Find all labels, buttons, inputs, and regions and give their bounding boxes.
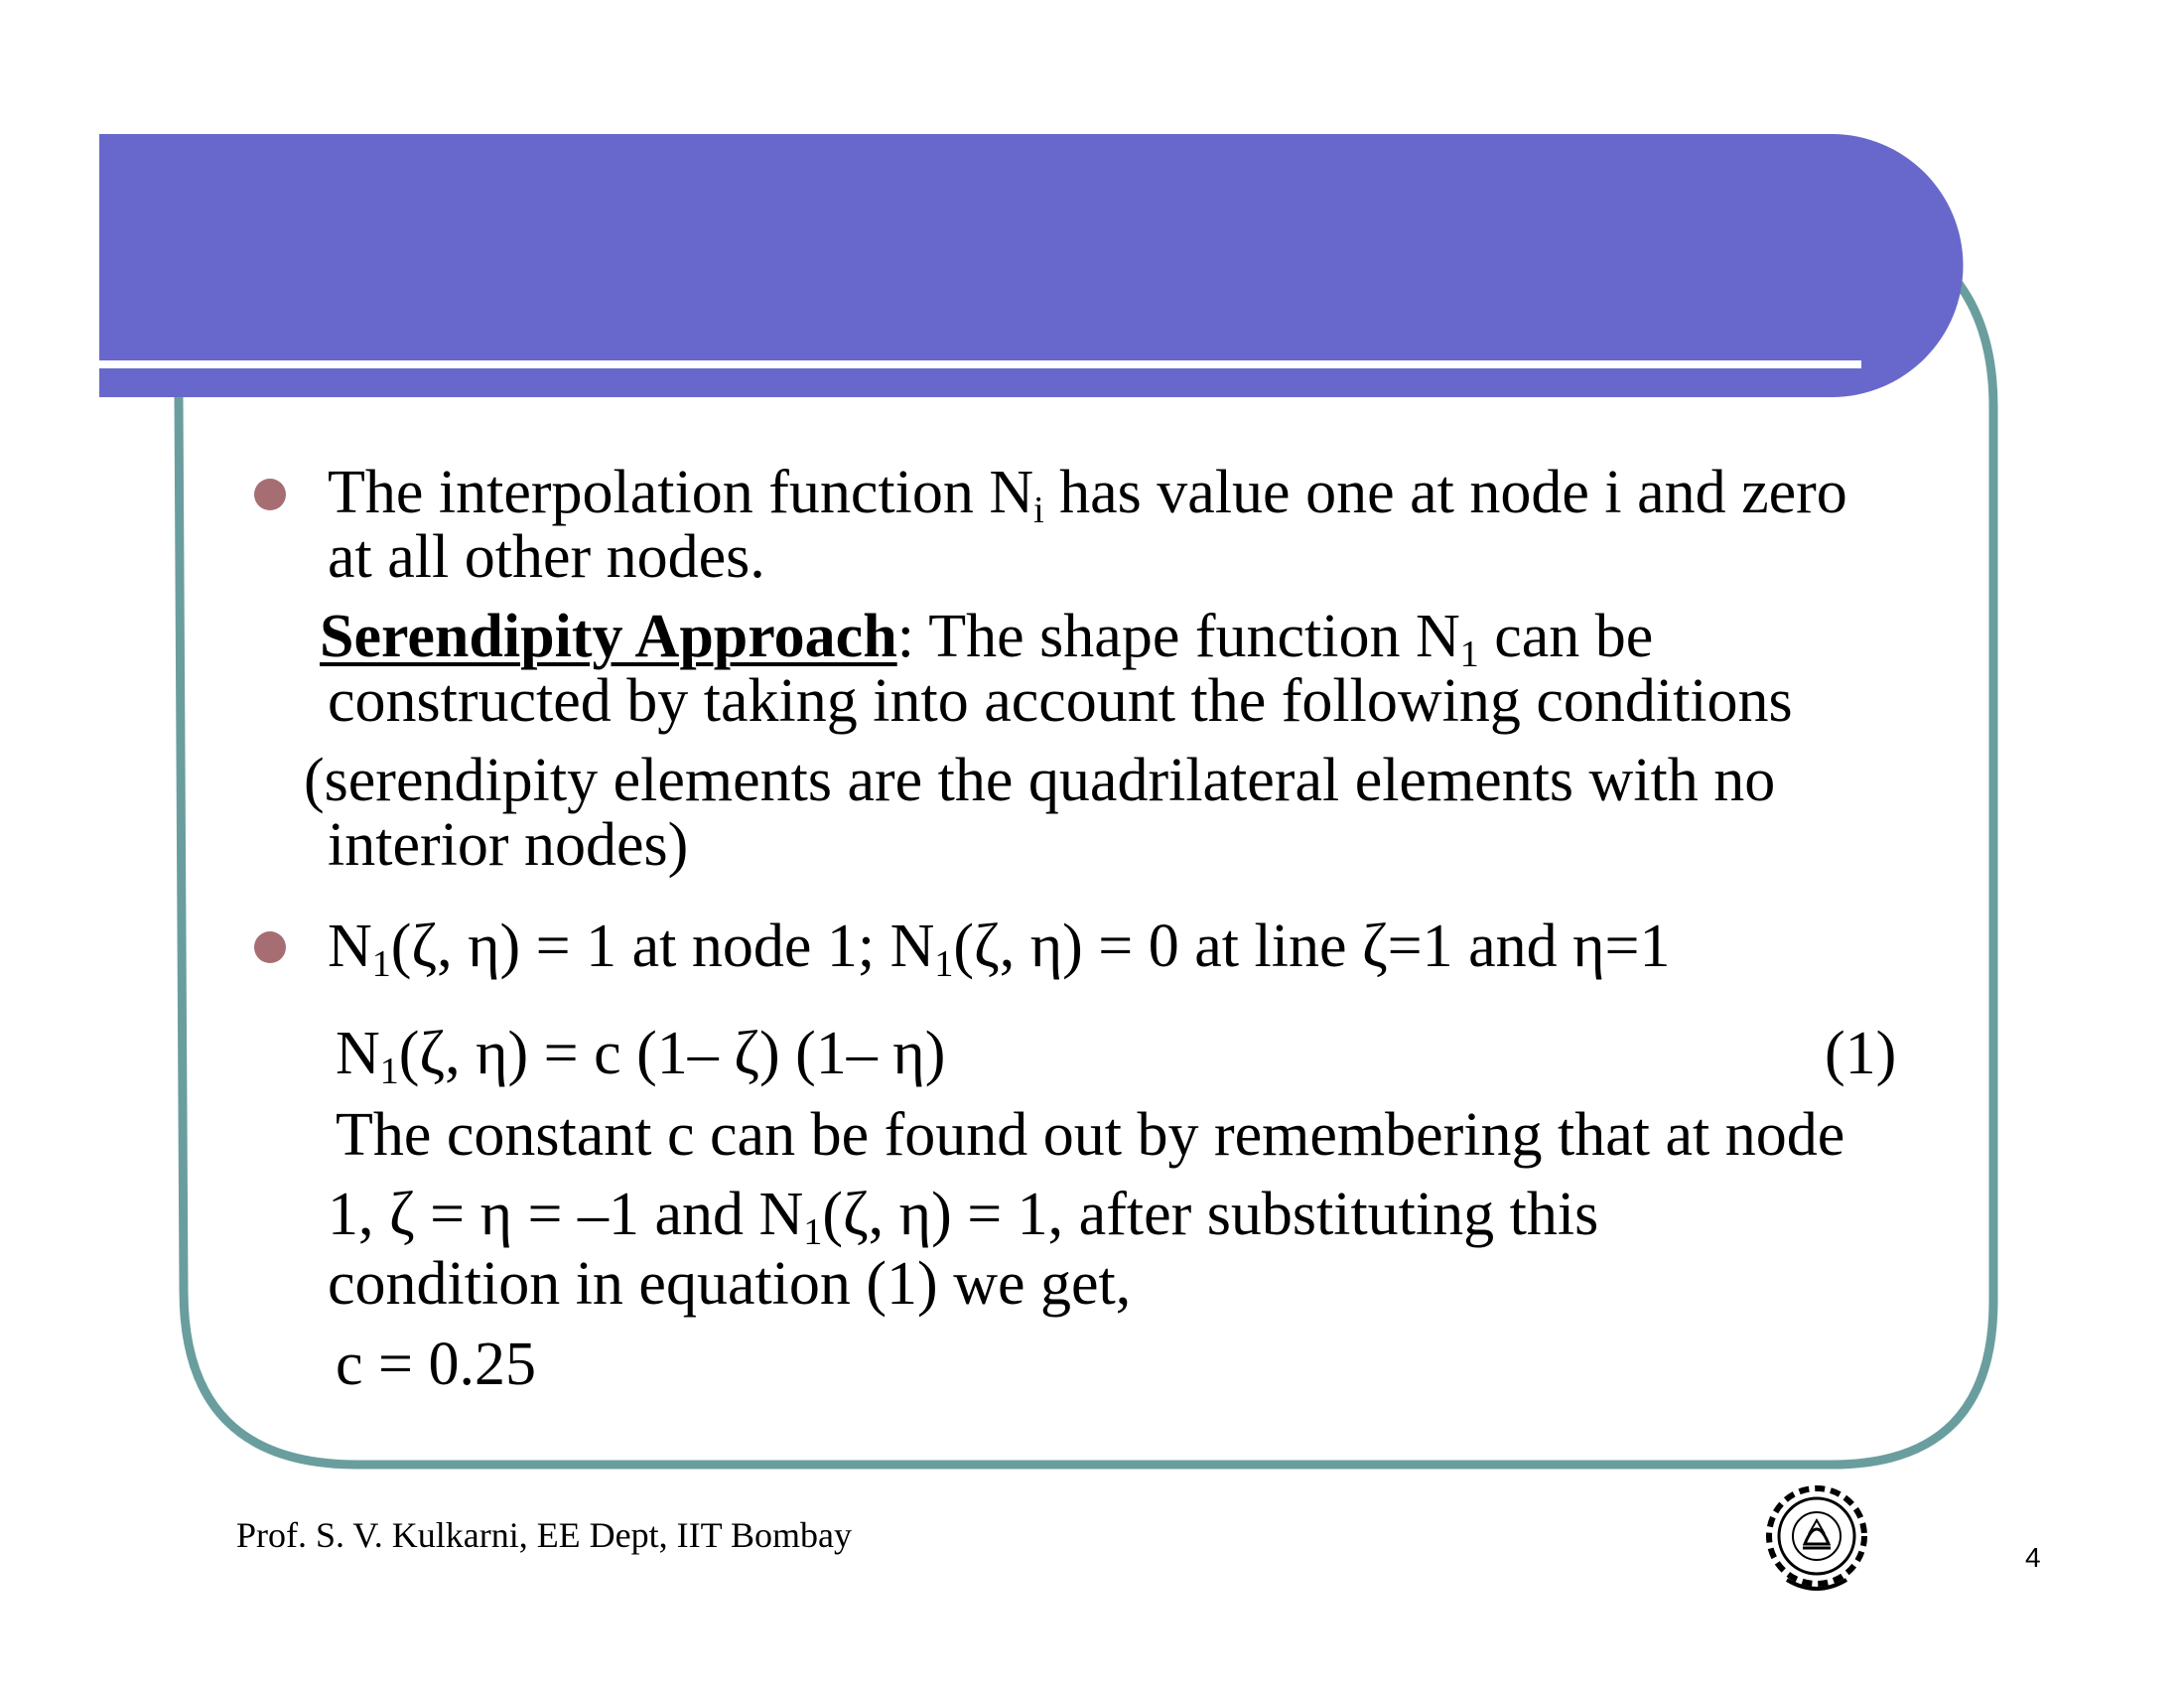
- equation-number: (1): [1825, 1020, 1897, 1087]
- serendipity-line-2: constructed by taking into account the following conditions: [328, 667, 1793, 735]
- bullet-1-line-2: at all other nodes.: [328, 523, 765, 591]
- page-number: 4: [2025, 1542, 2041, 1573]
- bullet-dot-1: [254, 479, 286, 510]
- constant-line-3: condition in equation (1) we get,: [328, 1250, 1132, 1318]
- serendipity-line-1: Serendipity Approach: The shape function $N_1$ can be: [320, 603, 1654, 675]
- bullet-dot-2: [254, 931, 286, 963]
- constant-line-2: 1, ζ = η = –1 and $N_1(\zeta$, η) = 1, after substituting this: [328, 1181, 1599, 1253]
- bullet-2-line: $N_1(\zeta$, η) = 1 at node 1; $N_1(\zeta$, η) = 0 at line ζ=1 and η=1: [328, 913, 1671, 985]
- result-line: c = 0.25: [336, 1331, 536, 1398]
- parenthetical-line-1: (serendipity elements are the quadrilateral elements with no: [304, 747, 1776, 814]
- constant-line-1: The constant c can be found out by remembering that at node: [336, 1101, 1845, 1169]
- serendipity-heading: Serendipity Approach: [320, 603, 897, 670]
- parenthetical-line-2: interior nodes): [328, 811, 689, 879]
- equation-1: $N_1(\zeta$, η) = c (1– ζ) (1– η): [336, 1020, 946, 1092]
- bullet-1-line-1: The interpolation function $N_i$ has value one at node i and zero: [328, 459, 1847, 531]
- footer-author: Prof. S. V. Kulkarni, EE Dept, IIT Bombay: [236, 1515, 852, 1555]
